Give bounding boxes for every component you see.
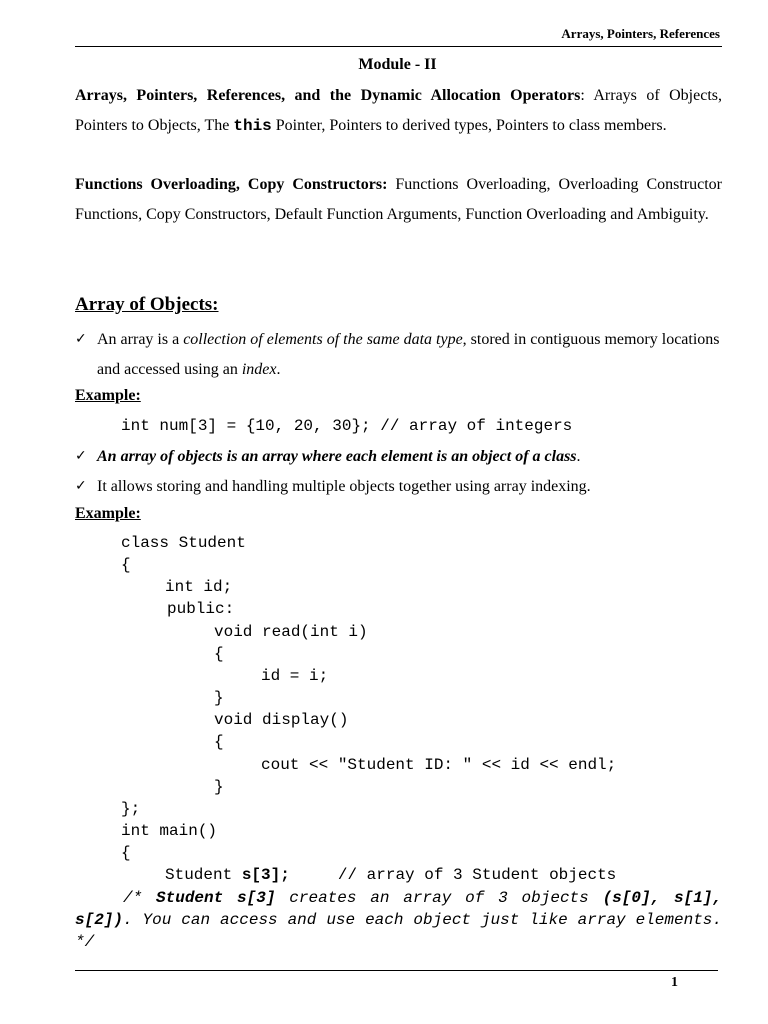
- footer-rule: [75, 970, 718, 971]
- bullet-2-end: .: [576, 448, 581, 465]
- comment-fragment-bold: (s[0], s[1], s[2]): [75, 889, 723, 929]
- bullet-1-text-b: , stored in contiguous memory locations and accessed using an: [97, 331, 720, 378]
- code-line: {: [214, 733, 224, 751]
- code-line: {: [121, 844, 131, 862]
- example-label-2: Example:: [75, 505, 141, 522]
- bullet-1-text-c: .: [276, 360, 281, 378]
- topic-1-title: Arrays, Pointers, References, and the Dynamic Allocation Operators: [75, 87, 581, 104]
- intro-topic-1: [75, 81, 722, 141]
- intro-topic-2: [75, 170, 722, 229]
- comment-fragment: creates an array of 3 objects: [275, 889, 603, 907]
- code-line: int id;: [165, 578, 233, 596]
- code-line: void read(int i): [214, 623, 368, 641]
- code-line: cout << "Student ID: " << id << endl;: [261, 756, 617, 774]
- code-line: id = i;: [261, 667, 329, 685]
- bullet-1-emphasis: collection of elements of the same data type: [183, 331, 463, 348]
- code-line: [165, 864, 616, 886]
- bullet-1-emphasis-2: index: [241, 360, 277, 378]
- code-line: }: [214, 778, 224, 796]
- bullet-3-text: It allows storing and handling multiple objects together using array indexing.: [97, 478, 591, 495]
- bullet-array-definition: [75, 325, 722, 384]
- code-block-comment: [75, 887, 722, 953]
- topic-1-text-a: : Arrays of Objects, Pointers to Objects, The: [75, 87, 722, 134]
- example-1-code: int num[3] = {10, 20, 30}; // array of integers: [121, 417, 573, 435]
- topic-2-text: Functions Overloading, Overloading Constructor Functions, Copy Constructors, Default Function Arguments, Function Overloading and Ambiguity.: [75, 176, 722, 223]
- checkmark-icon: ✓: [75, 448, 87, 464]
- section-heading: Array of Objects:: [75, 294, 219, 315]
- code-line: };: [121, 800, 141, 818]
- code-comment-inline: // array of 3 Student objects: [289, 866, 617, 884]
- comment-fragment-bold: Student s[3]: [156, 889, 276, 907]
- running-header: Arrays, Pointers, References: [561, 26, 720, 41]
- header-rule: [75, 46, 722, 47]
- module-title: Module - II: [358, 56, 437, 73]
- comment-fragment: . You can access and use each object just like array elements. */: [75, 911, 722, 951]
- comment-fragment: /*: [123, 889, 157, 907]
- topic-2-title: Functions Overloading, Copy Constructors:: [75, 176, 388, 193]
- bullet-2-text: An array of objects is an array where each element is an object of a class: [97, 448, 577, 465]
- code-line: {: [214, 645, 224, 663]
- code-line: public:: [167, 600, 235, 618]
- code-line: int main(): [121, 822, 218, 840]
- bullet-indexing: [75, 472, 722, 502]
- code-fragment-bold: s[3];: [241, 866, 290, 884]
- bullet-1-text-a: An array is a: [97, 331, 184, 348]
- code-line: }: [214, 689, 224, 707]
- checkmark-icon: ✓: [75, 331, 87, 347]
- code-line: class Student: [121, 534, 246, 552]
- bullet-array-of-objects: [75, 442, 722, 472]
- page-number: 1: [671, 975, 678, 990]
- code-fragment: Student: [165, 866, 242, 884]
- checkmark-icon: ✓: [75, 478, 87, 494]
- code-line: void display(): [214, 711, 349, 729]
- code-line: {: [121, 556, 131, 574]
- topic-1-text-b: Pointer, Pointers to derived types, Pointers to class members.: [271, 116, 667, 134]
- example-label-1: Example:: [75, 387, 141, 404]
- this-keyword: this: [233, 116, 272, 135]
